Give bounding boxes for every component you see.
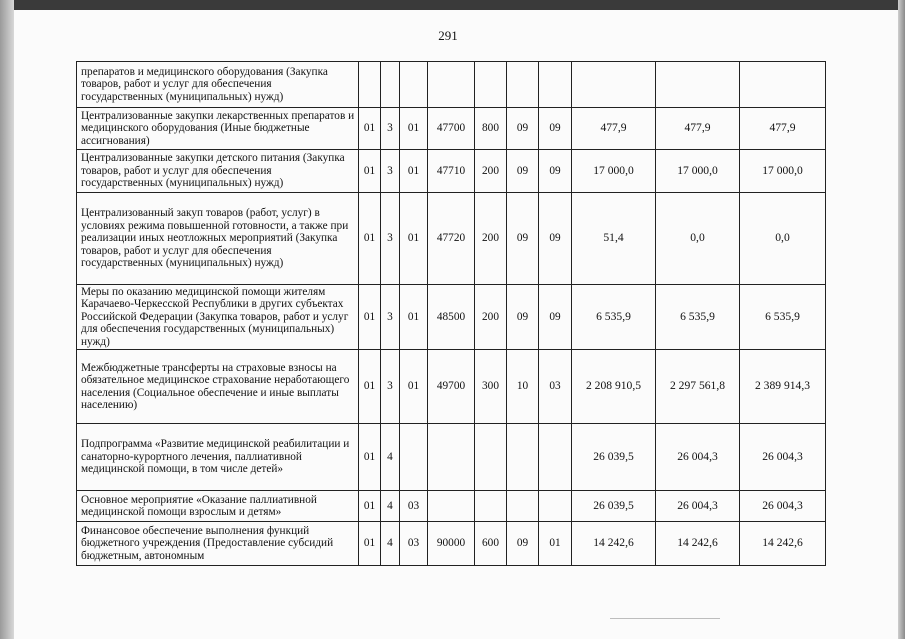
code-cell <box>428 491 475 522</box>
budget-table <box>76 61 826 566</box>
amount-cell <box>572 62 656 108</box>
code-cell: 09 <box>539 193 572 285</box>
code-cell: 01 <box>359 522 381 566</box>
code-cell: 01 <box>400 350 428 424</box>
code-cell: 200 <box>475 285 507 350</box>
amount-cell: 0,0 <box>656 193 740 285</box>
table-row <box>77 150 826 193</box>
amount-cell: 2 297 561,8 <box>656 350 740 424</box>
row-description: Централизованный закуп товаров (работ, услуг) в условиях режима повышенной готовности, а также при реализации иных неотложных мероприятий (Закупка товаров, работ и услуг для обеспечения государственных (муниципальных) нужд) <box>77 193 359 285</box>
code-cell <box>428 62 475 108</box>
code-cell: 4 <box>381 424 400 491</box>
code-cell <box>475 491 507 522</box>
row-description: Финансовое обеспечение выполнения функций бюджетного учреждения (Предоставление субсидий бюджетным, автономным <box>77 522 359 566</box>
code-cell: 01 <box>359 108 381 150</box>
code-cell: 01 <box>539 522 572 566</box>
amount-cell <box>656 62 740 108</box>
code-cell: 4 <box>381 491 400 522</box>
amount-cell: 477,9 <box>572 108 656 150</box>
code-cell: 47700 <box>428 108 475 150</box>
code-cell <box>475 62 507 108</box>
code-cell <box>539 62 572 108</box>
amount-cell: 2 208 910,5 <box>572 350 656 424</box>
code-cell <box>539 424 572 491</box>
code-cell: 09 <box>507 108 539 150</box>
code-cell: 09 <box>539 108 572 150</box>
row-description: Централизованные закупки лекарственных препаратов и медицинского оборудования (Иные бюджетные ассигнования) <box>77 108 359 150</box>
code-cell: 01 <box>400 193 428 285</box>
row-description: препаратов и медицинского оборудования (Закупка товаров, работ и услуг для обеспечения государственных (муниципальных) нужд) <box>77 62 359 108</box>
table-row <box>77 491 826 522</box>
row-description: Подпрограмма «Развитие медицинской реабилитации и санаторно-курортного лечения, паллиативной медицинской помощи, в том числе детей» <box>77 424 359 491</box>
table-row <box>77 62 826 108</box>
code-cell <box>507 491 539 522</box>
table-row <box>77 193 826 285</box>
code-cell <box>475 424 507 491</box>
amount-cell: 2 389 914,3 <box>740 350 826 424</box>
code-cell <box>400 424 428 491</box>
amount-cell: 477,9 <box>740 108 826 150</box>
code-cell: 49700 <box>428 350 475 424</box>
code-cell <box>400 62 428 108</box>
code-cell: 200 <box>475 193 507 285</box>
code-cell: 01 <box>359 424 381 491</box>
amount-cell: 26 039,5 <box>572 424 656 491</box>
code-cell: 01 <box>359 285 381 350</box>
code-cell: 3 <box>381 108 400 150</box>
code-cell: 3 <box>381 285 400 350</box>
amount-cell: 0,0 <box>740 193 826 285</box>
table-row <box>77 522 826 566</box>
code-cell: 03 <box>400 491 428 522</box>
code-cell: 600 <box>475 522 507 566</box>
code-cell: 09 <box>507 522 539 566</box>
row-description: Основное мероприятие «Оказание паллиативной медицинской помощи взрослым и детям» <box>77 491 359 522</box>
amount-cell: 26 004,3 <box>656 424 740 491</box>
amount-cell: 17 000,0 <box>740 150 826 193</box>
page-number: 291 <box>438 28 458 43</box>
amount-cell: 26 004,3 <box>656 491 740 522</box>
scan-mark <box>610 618 720 619</box>
code-cell <box>507 424 539 491</box>
amount-cell: 14 242,6 <box>572 522 656 566</box>
code-cell: 3 <box>381 350 400 424</box>
scan-right-edge <box>898 0 905 639</box>
code-cell: 01 <box>400 150 428 193</box>
amount-cell: 26 039,5 <box>572 491 656 522</box>
amount-cell: 6 535,9 <box>740 285 826 350</box>
amount-cell: 6 535,9 <box>656 285 740 350</box>
row-description: Межбюджетные трансферты на страховые взносы на обязательное медицинское страхование неработающего населения (Социальное обеспечение и иные выплаты населению) <box>77 350 359 424</box>
table-row <box>77 350 826 424</box>
row-description: Меры по оказанию медицинской помощи жителям Карачаево-Черкесской Республики в других субъектах Российской Федерации (Закупка товаров, работ и услуг для обеспечения государственных (муниципальных) нужд) <box>77 285 359 350</box>
scan-left-edge <box>0 0 14 639</box>
amount-cell: 51,4 <box>572 193 656 285</box>
code-cell: 01 <box>359 350 381 424</box>
code-cell: 48500 <box>428 285 475 350</box>
code-cell: 09 <box>539 285 572 350</box>
table-row <box>77 424 826 491</box>
code-cell: 09 <box>507 193 539 285</box>
code-cell: 800 <box>475 108 507 150</box>
code-cell: 01 <box>359 491 381 522</box>
amount-cell: 17 000,0 <box>572 150 656 193</box>
code-cell: 3 <box>381 150 400 193</box>
amount-cell: 6 535,9 <box>572 285 656 350</box>
code-cell: 01 <box>359 150 381 193</box>
amount-cell: 477,9 <box>656 108 740 150</box>
code-cell: 47720 <box>428 193 475 285</box>
amount-cell <box>740 62 826 108</box>
code-cell <box>507 62 539 108</box>
amount-cell: 17 000,0 <box>656 150 740 193</box>
code-cell: 4 <box>381 522 400 566</box>
code-cell: 09 <box>507 150 539 193</box>
code-cell: 03 <box>400 522 428 566</box>
code-cell: 90000 <box>428 522 475 566</box>
row-description: Централизованные закупки детского питания (Закупка товаров, работ и услуг для обеспечения государственных (муниципальных) нужд) <box>77 150 359 193</box>
code-cell: 09 <box>539 150 572 193</box>
table-row <box>77 285 826 350</box>
code-cell: 01 <box>359 193 381 285</box>
code-cell: 200 <box>475 150 507 193</box>
code-cell <box>381 62 400 108</box>
amount-cell: 14 242,6 <box>656 522 740 566</box>
code-cell <box>539 491 572 522</box>
code-cell <box>428 424 475 491</box>
table-row <box>77 108 826 150</box>
code-cell: 10 <box>507 350 539 424</box>
amount-cell: 14 242,6 <box>740 522 826 566</box>
code-cell: 47710 <box>428 150 475 193</box>
code-cell: 3 <box>381 193 400 285</box>
scan-top-edge <box>0 0 905 10</box>
code-cell: 09 <box>507 285 539 350</box>
code-cell: 03 <box>539 350 572 424</box>
code-cell: 01 <box>400 108 428 150</box>
code-cell: 300 <box>475 350 507 424</box>
amount-cell: 26 004,3 <box>740 424 826 491</box>
code-cell: 01 <box>400 285 428 350</box>
code-cell <box>359 62 381 108</box>
amount-cell: 26 004,3 <box>740 491 826 522</box>
